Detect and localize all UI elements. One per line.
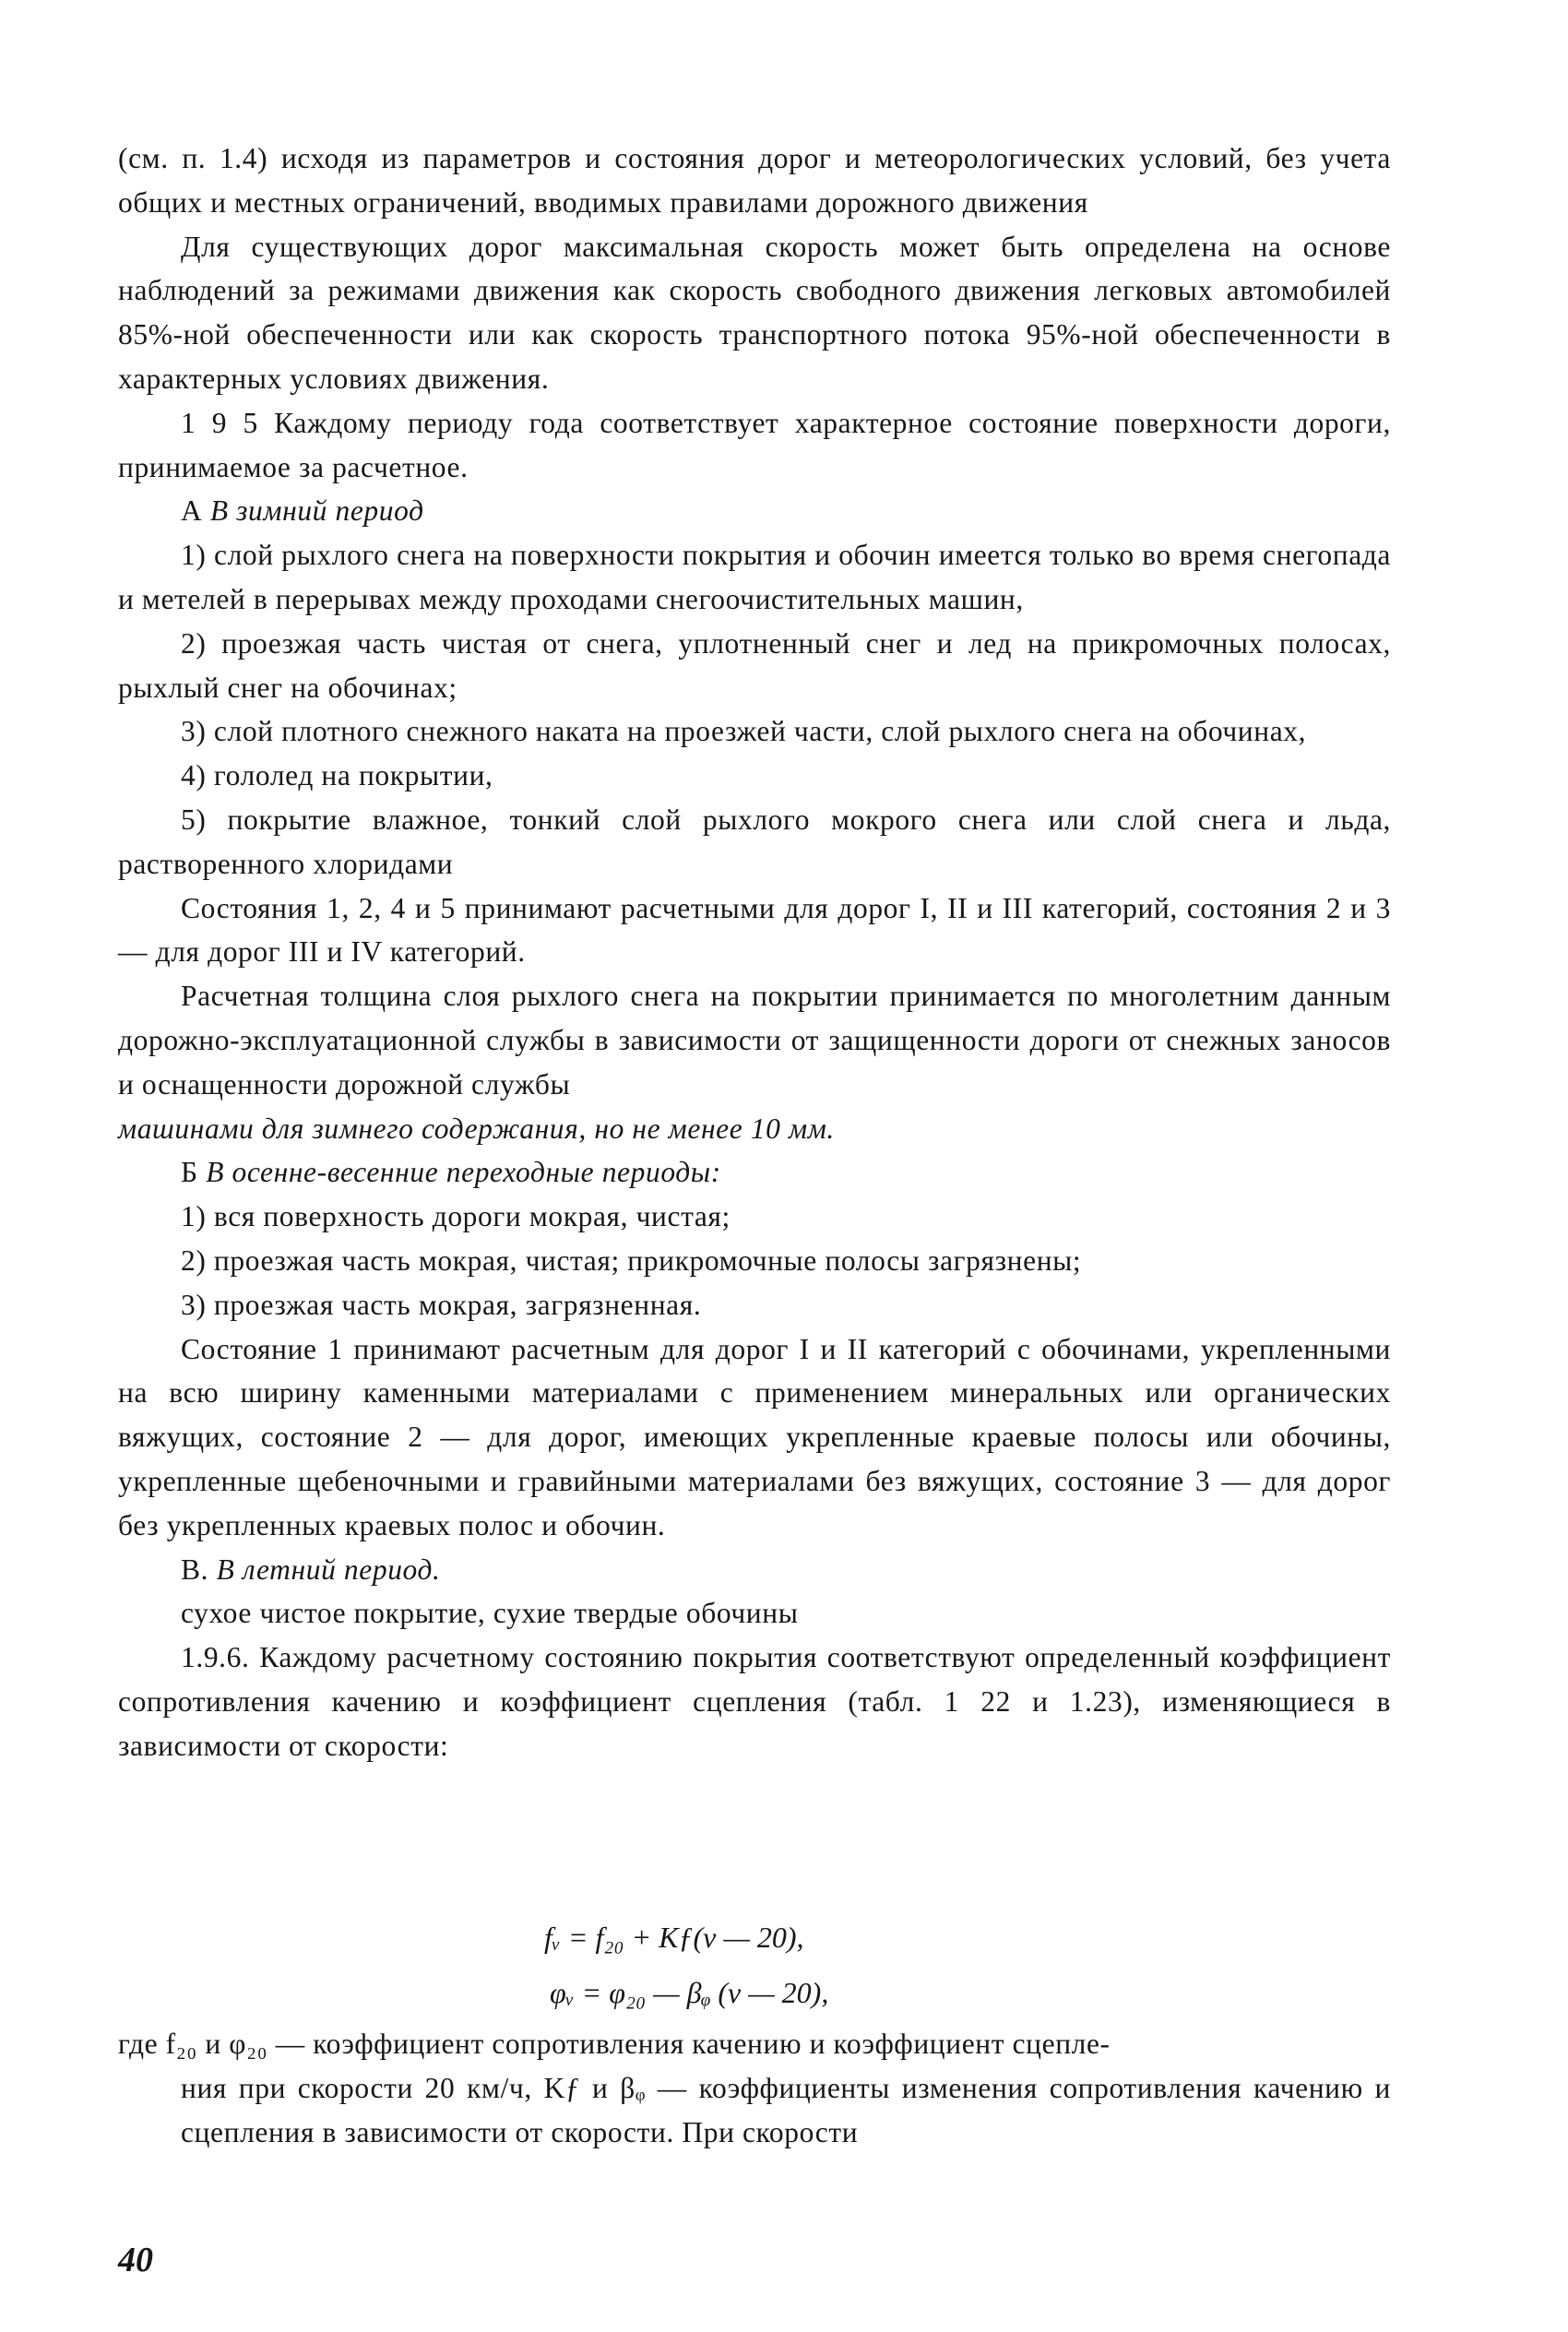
paragraph: Для существующих дорог максимальная скорость может быть определена на основе наблюдений за режимами движения как скорость свободного движения легковых автомобилей 85%-ной обеспеченности или как скорость транспортного потока 95%-ной обеспеченности в характерных условиях движения. bbox=[118, 230, 1391, 395]
list-item: 5) покрытие влажное, тонкий слой рыхлого мокрого снега или слой снега и льда, растворенного хлоридами bbox=[118, 803, 1391, 880]
paragraph-italic-line: машинами для зимнего содержания, но не менее 10 мм. bbox=[118, 1112, 835, 1145]
section-paragraph: 1 9 5 Каждому периоду года соответствует характерное состояние поверхности дороги, принимаемое за расчетное. bbox=[118, 406, 1391, 483]
section-paragraph: 1.9.6. Каждому расчетному состоянию покрытия соответствуют определенный коэффициент сопротивления качению и коэффициент сцепления (табл. 1 22 и 1.23), изменяющиеся в зависимости от скорости: bbox=[118, 1641, 1391, 1762]
paragraph: Состояния 1, 2, 4 и 5 принимают расчетными для дорог I, II и III категорий, состояния 2 и 3 — для дорог III и IV категорий. bbox=[118, 891, 1391, 969]
formula-block bbox=[544, 1910, 1190, 2020]
list-item: 2) проезжая часть чистая от снега, уплотненный снег и лед на прикромочных полосах, рыхлый снег на обочинах; bbox=[118, 626, 1391, 704]
heading-title: В зимний период bbox=[209, 494, 424, 528]
paragraph: Состояние 1 принимают расчетным для дорог I и II категорий с обочинами, укрепленными на всю ширину каменными материалами с применением минеральных или органических вяжущих, состояние 2 — для дорог, имеющих укрепленные краевые полосы или обочины, укрепленные щебеночными и гравийными материалами без вяжущих, состояние 3 — для дорог без укрепленных краевых полос и обочин. bbox=[118, 1332, 1391, 1541]
heading-title: В летний период. bbox=[216, 1553, 441, 1586]
formula-rolling-resistance: fᵥ = f₂₀ + Kƒ(v — 20), bbox=[544, 1921, 804, 1954]
body-text bbox=[118, 137, 1391, 1767]
list-item: 1) слой рыхлого снега на поверхности покрытия и обочин имеется только во время снегопада и метелей в перерывах между проходами снегоочистительных машин, bbox=[118, 539, 1391, 615]
formula-adhesion: φᵥ = φ₂₀ — βᵩ (v — 20), bbox=[550, 1976, 829, 2009]
explanation-first-line: где f₂₀ и φ₂₀ — коэффициент сопротивления качению и коэффициент сцепле- bbox=[118, 2028, 1111, 2060]
list-item: 2) проезжая часть мокрая, чистая; прикромочные полосы загрязнены; bbox=[181, 1243, 1082, 1277]
heading-letter: Б bbox=[181, 1156, 198, 1189]
heading-title: В осенне-весенние переходные периоды: bbox=[206, 1156, 721, 1189]
paragraph: сухое чистое покрытие, сухие твердые обочины bbox=[181, 1597, 799, 1630]
list-item: 3) слой плотного снежного наката на проезжей части, слой рыхлого снега на обочинах, bbox=[181, 715, 1307, 748]
explanation-continuation: ния при скорости 20 км/ч, Kƒ и βᵩ — коэффициенты изменения сопротивления качению и сцепления в зависимости от скорости. При скорости bbox=[181, 2071, 1391, 2148]
heading-letter: А bbox=[181, 494, 203, 528]
list-item: 1) вся поверхность дороги мокрая, чистая; bbox=[181, 1200, 731, 1233]
section-heading bbox=[118, 489, 1391, 533]
heading-letter: В. bbox=[181, 1553, 209, 1586]
section-heading bbox=[118, 1548, 1391, 1592]
paragraph: (см. п. 1.4) исходя из параметров и состояния дорог и метеорологических условий, без учета общих и местных ограничений, вводимых правилами дорожного движения bbox=[118, 142, 1391, 219]
formula-explanation bbox=[118, 2022, 1391, 2154]
section-heading bbox=[118, 1150, 1391, 1195]
paragraph: Расчетная толщина слоя рыхлого снега на покрытии принимается по многолетним данным дорожно-эксплуатационной службы в зависимости от защищенности дороги от снежных заносов и оснащенности дорожной службы bbox=[118, 980, 1391, 1101]
list-item: 3) проезжая часть мокрая, загрязненная. bbox=[181, 1288, 702, 1321]
page-number: 40 bbox=[118, 2241, 153, 2279]
list-item: 4) гололед на покрытии, bbox=[181, 759, 493, 792]
